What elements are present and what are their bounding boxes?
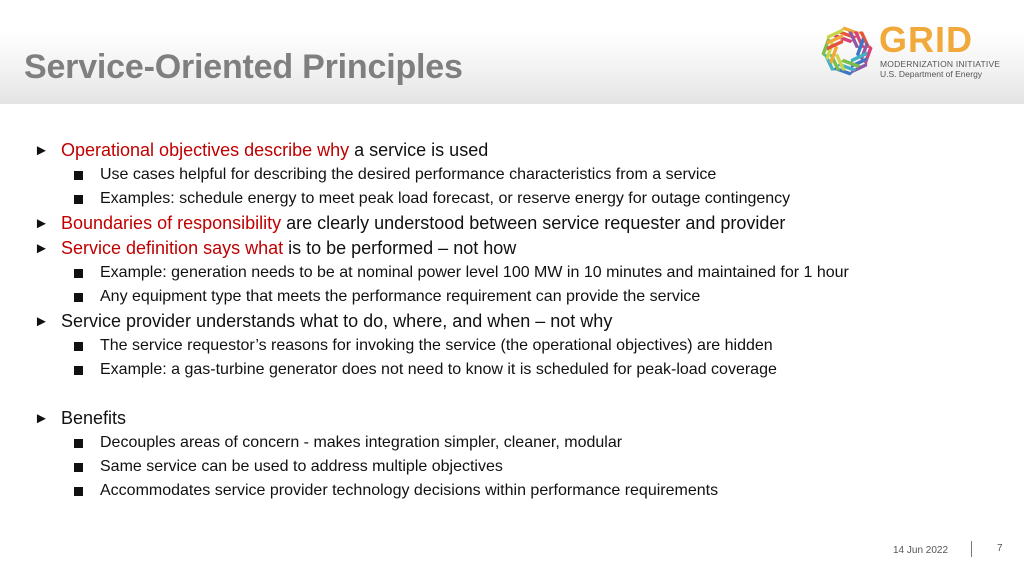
sub-bullet-text: Example: a gas-turbine generator does not need to know it is scheduled for peak-load coverage [100,361,777,378]
square-bullet-icon [74,342,83,351]
sub-bullet-use-cases [34,163,994,187]
slide-header [0,0,1024,104]
sub-bullet-text: Example: generation needs to be at nominal power level 100 MW in 10 minutes and maintained for 1 hour [100,264,849,281]
square-bullet-icon [74,293,83,302]
square-bullet-icon [74,195,83,204]
sub-bullet-text: Decouples areas of concern - makes integration simpler, cleaner, modular [100,434,623,451]
bullet-boundaries [34,211,994,236]
page-number: 7 [997,543,1003,554]
sub-bullet-generation-example [34,261,994,285]
sub-bullet-examples [34,187,994,211]
bullet-text: is to be performed – not how [283,238,517,258]
grid-logo [816,19,1001,82]
bullet-benefits [34,406,994,431]
slide-title: Service-Oriented Principles [24,48,463,86]
sub-bullet-equipment-type [34,285,994,309]
triangle-arrow-icon: ► [34,240,49,257]
bullet-service-definition [34,236,994,261]
bullet-list [34,138,994,503]
triangle-arrow-icon: ► [34,142,49,159]
sub-bullet-text: Any equipment type that meets the performance requirement can provide the service [100,288,701,305]
sub-bullet-accommodates [34,479,994,503]
square-bullet-icon [74,366,83,375]
bullet-highlight: Boundaries of responsibility [61,213,282,233]
bullet-text: Service provider understands what to do, where, and when – not why [61,311,613,331]
bullet-highlight: Operational objectives describe why [61,140,350,160]
square-bullet-icon [74,171,83,180]
bullet-highlight: Service definition says what [61,238,284,258]
bullet-service-provider [34,309,994,334]
sub-bullet-text: Use cases helpful for describing the desired performance characteristics from a service [100,166,717,183]
spacer [34,382,994,406]
bullet-text: are clearly understood between service requester and provider [281,213,786,233]
triangle-arrow-icon: ► [34,215,49,232]
square-bullet-icon [74,487,83,496]
sub-bullet-text: The service requestor’s reasons for invoking the service (the operational objectives) are hidden [100,337,773,354]
triangle-arrow-icon: ► [34,313,49,330]
sub-bullet-text: Same service can be used to address multiple objectives [100,458,503,475]
bullet-text: Benefits [61,408,127,428]
sub-bullet-decouples [34,431,994,455]
bullet-operational-objectives [34,138,994,163]
grid-logo-icon [816,22,878,80]
sub-bullet-gas-turbine-example [34,358,994,382]
logo-subtitle-initiative: MODERNIZATION INITIATIVE [880,59,1001,69]
logo-wordmark: GRID [879,19,973,60]
sub-bullet-same-service [34,455,994,479]
sub-bullet-text: Examples: schedule energy to meet peak load forecast, or reserve energy for outage contingency [100,190,791,207]
logo-subtitle-department: U.S. Department of Energy [880,69,983,79]
sub-bullet-requestor-reasons [34,334,994,358]
square-bullet-icon [74,439,83,448]
sub-bullet-text: Accommodates service provider technology decisions within performance requirements [100,482,719,499]
square-bullet-icon [74,463,83,472]
bullet-text: a service is used [349,140,489,160]
footer-divider [971,541,972,557]
triangle-arrow-icon: ► [34,410,49,427]
footer-date: 14 Jun 2022 [893,545,949,556]
square-bullet-icon [74,269,83,278]
